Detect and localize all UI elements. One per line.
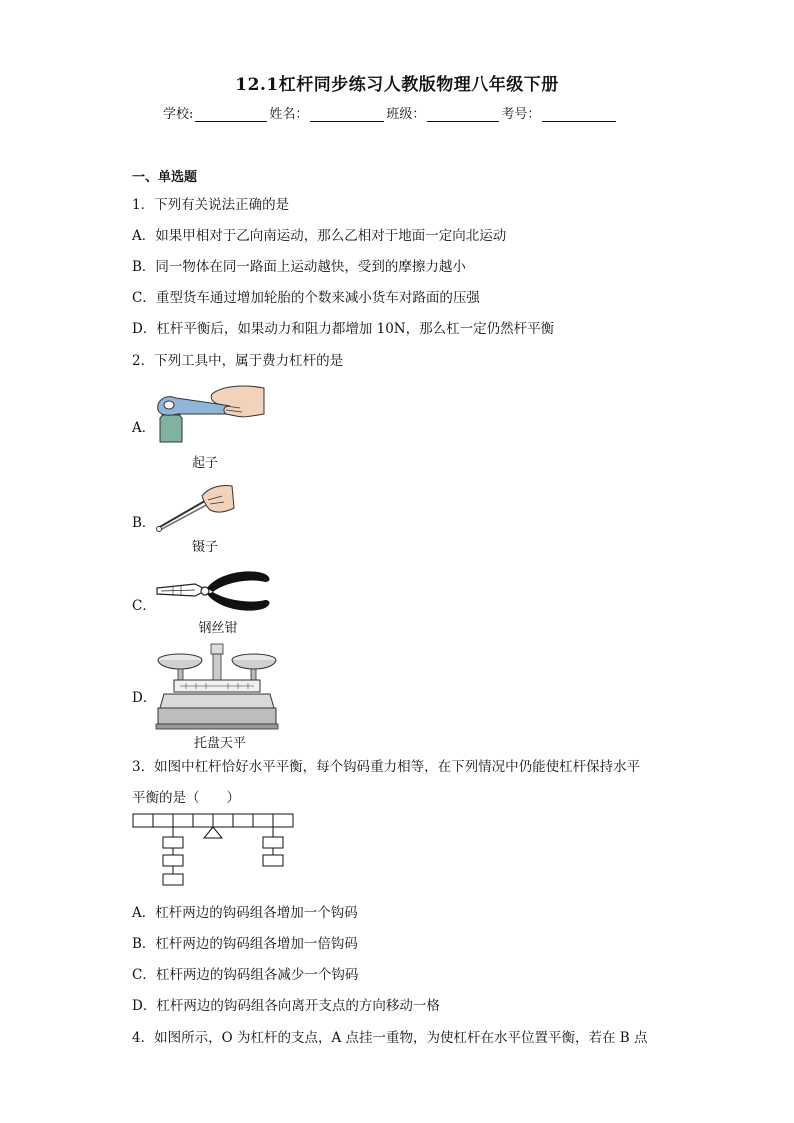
number-blank[interactable] — [542, 107, 616, 122]
tweezers-illustration[interactable] — [152, 482, 237, 534]
bottle-opener-illustration[interactable] — [152, 380, 267, 446]
q2-caption-b: 镊子 — [191, 540, 218, 555]
class-label: 班级： — [386, 107, 426, 122]
q3-option-c[interactable]: C．杠杆两边的钩码组各减少一个钩码 — [132, 967, 359, 983]
school-label: 学校: — [163, 107, 194, 122]
number-label: 考号： — [501, 107, 541, 122]
student-info-row — [163, 103, 618, 122]
q2-option-d-label[interactable]: D． — [132, 690, 157, 706]
q3-option-b[interactable]: B．杠杆两边的钩码组各增加一倍钩码 — [132, 936, 358, 952]
q2-option-a-label[interactable]: A． — [132, 420, 156, 436]
q1-option-a[interactable]: A．如果甲相对于乙向南运动，那么乙相对于地面一定向北运动 — [132, 228, 507, 244]
pliers-illustration[interactable] — [155, 568, 273, 616]
q3-option-a[interactable]: A．杠杆两边的钩码组各增加一个钩码 — [132, 905, 358, 921]
q2-option-c-label[interactable]: C． — [132, 598, 156, 614]
q2-stem: 2．下列工具中，属于费力杠杆的是 — [132, 353, 344, 369]
lever-diagram — [132, 812, 296, 888]
q3-option-d[interactable]: D．杠杆两边的钩码组各向离开支点的方向移动一格 — [132, 998, 440, 1014]
q3-stem-line2: 平衡的是（ ） — [132, 790, 240, 806]
name-label: 姓名： — [269, 107, 309, 122]
q1-stem: 1．下列有关说法正确的是 — [132, 197, 290, 213]
q2-caption-a: 起子 — [191, 456, 218, 471]
name-blank[interactable] — [310, 107, 384, 122]
q1-option-c[interactable]: C．重型货车通过增加轮胎的个数来减小货车对路面的压强 — [132, 290, 480, 306]
class-blank[interactable] — [427, 107, 499, 122]
q2-caption-d: 托盘天平 — [193, 736, 246, 751]
balance-scale-illustration[interactable] — [156, 642, 278, 730]
q1-option-d[interactable]: D．杠杆平衡后，如果动力和阻力都增加 10N，那么杠一定仍然杆平衡 — [132, 321, 555, 337]
school-blank[interactable] — [195, 107, 267, 122]
page-title: 12.1杠杆同步练习人教版物理八年级下册 — [235, 75, 559, 95]
q3-stem-line1: 3．如图中杠杆恰好水平平衡，每个钩码重力相等，在下列情况中仍能使杠杆保持水平 — [132, 759, 641, 775]
section-heading: 一、单选题 — [132, 170, 198, 185]
q2-option-b-label[interactable]: B． — [132, 515, 156, 531]
q2-caption-c: 钢丝钳 — [198, 621, 238, 636]
q4-stem: 4．如图所示，O 为杠杆的支点，A 点挂一重物，为使杠杆在水平位置平衡，若在 B 点 — [132, 1030, 648, 1046]
q1-option-b[interactable]: B．同一物体在同一路面上运动越快，受到的摩擦力越小 — [132, 259, 466, 275]
